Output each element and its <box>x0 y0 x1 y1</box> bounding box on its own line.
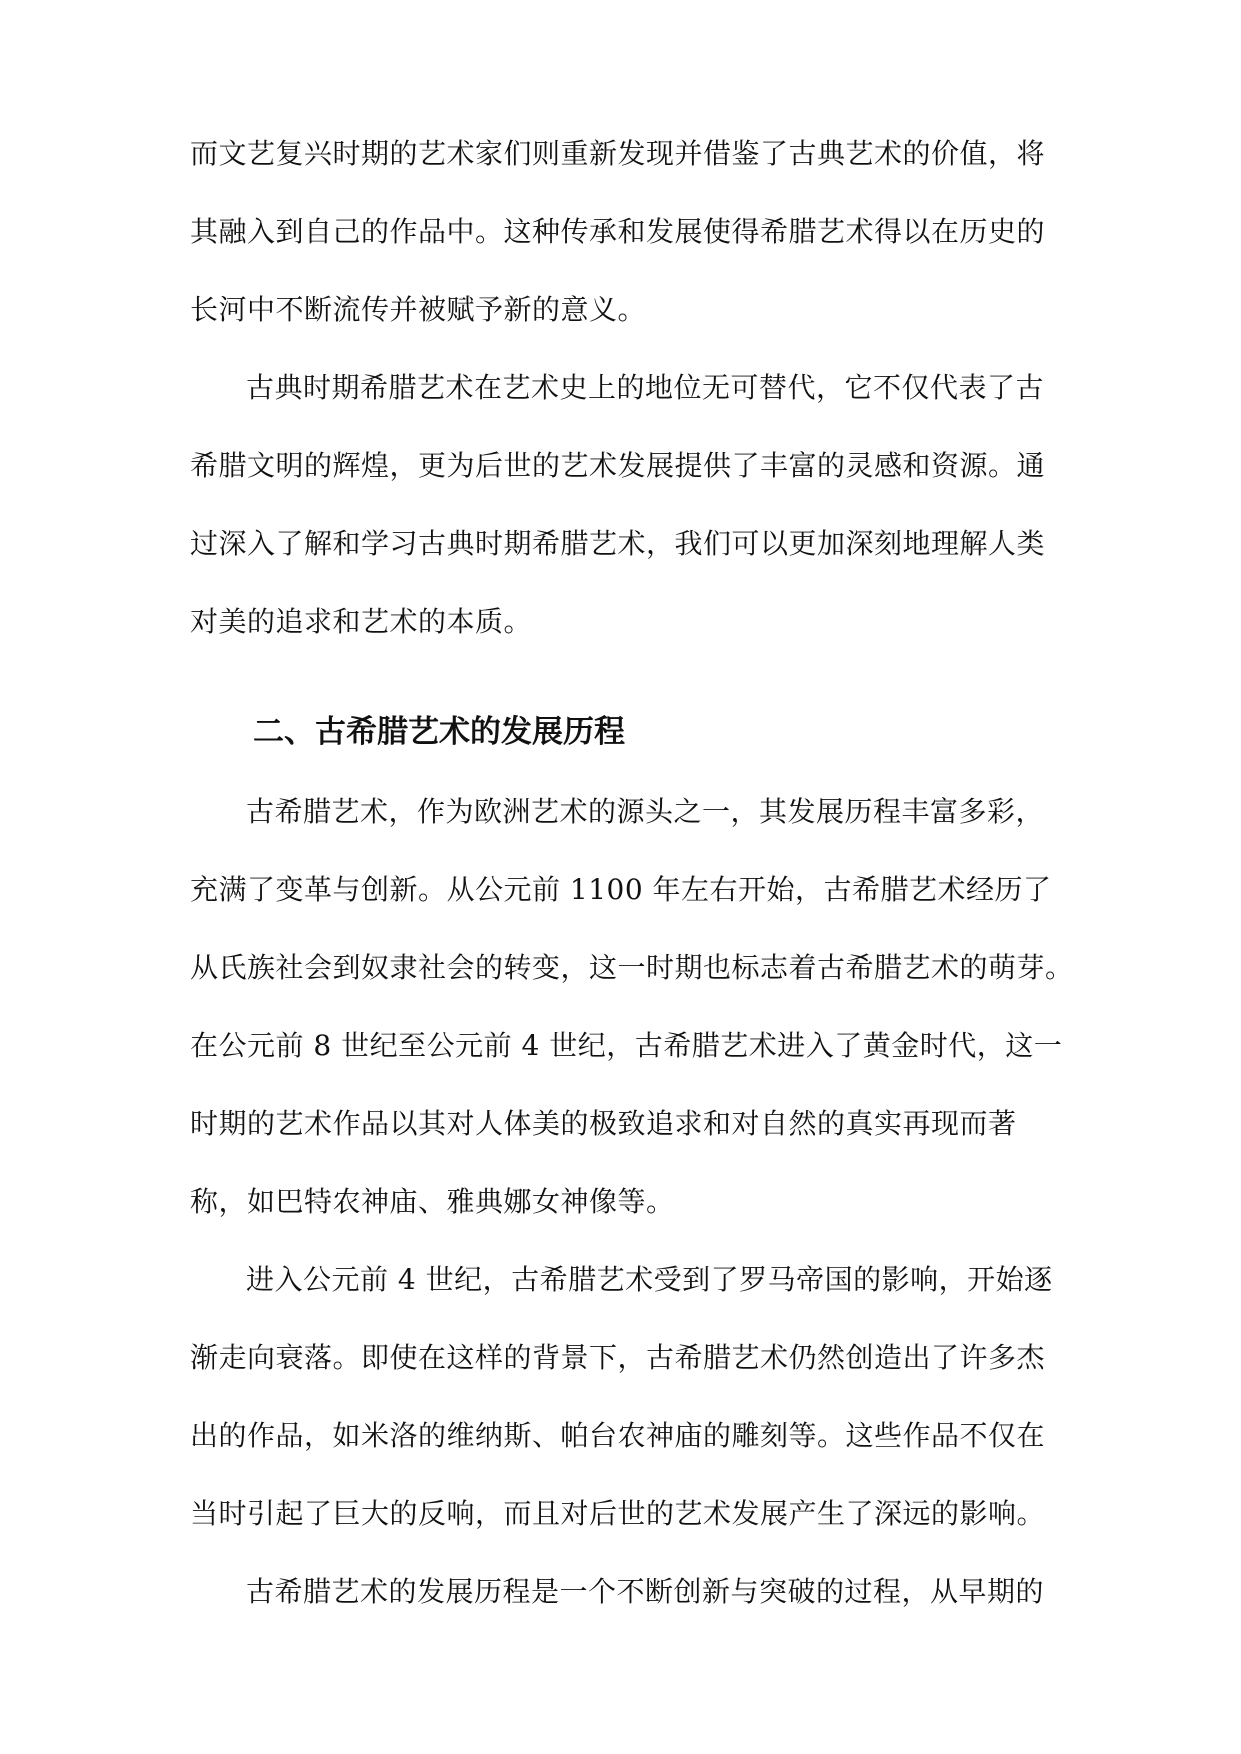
paragraph-line: 希腊文明的辉煌，更为后世的艺术发展提供了丰富的灵感和资源。通 <box>190 449 1046 482</box>
paragraph-line: 进入公元前 4 世纪，古希腊艺术受到了罗马帝国的影响，开始逐 <box>246 1263 1053 1296</box>
paragraph-line: 而文艺复兴时期的艺术家们则重新发现并借鉴了古典艺术的价值，将 <box>190 137 1046 170</box>
paragraph-line: 从氏族社会到奴隶社会的转变，这一时期也标志着古希腊艺术的萌芽。 <box>190 951 1074 984</box>
section-heading: 二、古希腊艺术的发展历程 <box>253 714 625 750</box>
paragraph-line: 对美的追求和艺术的本质。 <box>190 605 533 638</box>
paragraph-line: 在公元前 8 世纪至公元前 4 世纪，古希腊艺术进入了黄金时代，这一 <box>190 1029 1063 1062</box>
paragraph-line: 充满了变革与创新。从公元前 1100 年左右开始，古希腊艺术经历了 <box>190 873 1052 906</box>
paragraph-line: 古希腊艺术，作为欧洲艺术的源头之一，其发展历程丰富多彩， <box>246 795 1045 828</box>
paragraph-line: 称，如巴特农神庙、雅典娜女神像等。 <box>190 1185 675 1218</box>
paragraph-line: 古希腊艺术的发展历程是一个不断创新与突破的过程，从早期的 <box>246 1575 1045 1608</box>
paragraph-line: 其融入到自己的作品中。这种传承和发展使得希腊艺术得以在历史的 <box>190 215 1046 248</box>
paragraph-line: 渐走向衰落。即使在这样的背景下，古希腊艺术仍然创造出了许多杰 <box>190 1341 1046 1374</box>
paragraph-line: 当时引起了巨大的反响，而且对后世的艺术发展产生了深远的影响。 <box>190 1497 1046 1530</box>
paragraph-line: 过深入了解和学习古典时期希腊艺术，我们可以更加深刻地理解人类 <box>190 527 1046 560</box>
paragraph-line: 出的作品，如米洛的维纳斯、帕台农神庙的雕刻等。这些作品不仅在 <box>190 1419 1046 1452</box>
paragraph-line: 长河中不断流传并被赋予新的意义。 <box>190 293 647 326</box>
paragraph-line: 古典时期希腊艺术在艺术史上的地位无可替代，它不仅代表了古 <box>246 371 1045 404</box>
paragraph-line: 时期的艺术作品以其对人体美的极致追求和对自然的真实再现而著 <box>190 1107 1017 1140</box>
